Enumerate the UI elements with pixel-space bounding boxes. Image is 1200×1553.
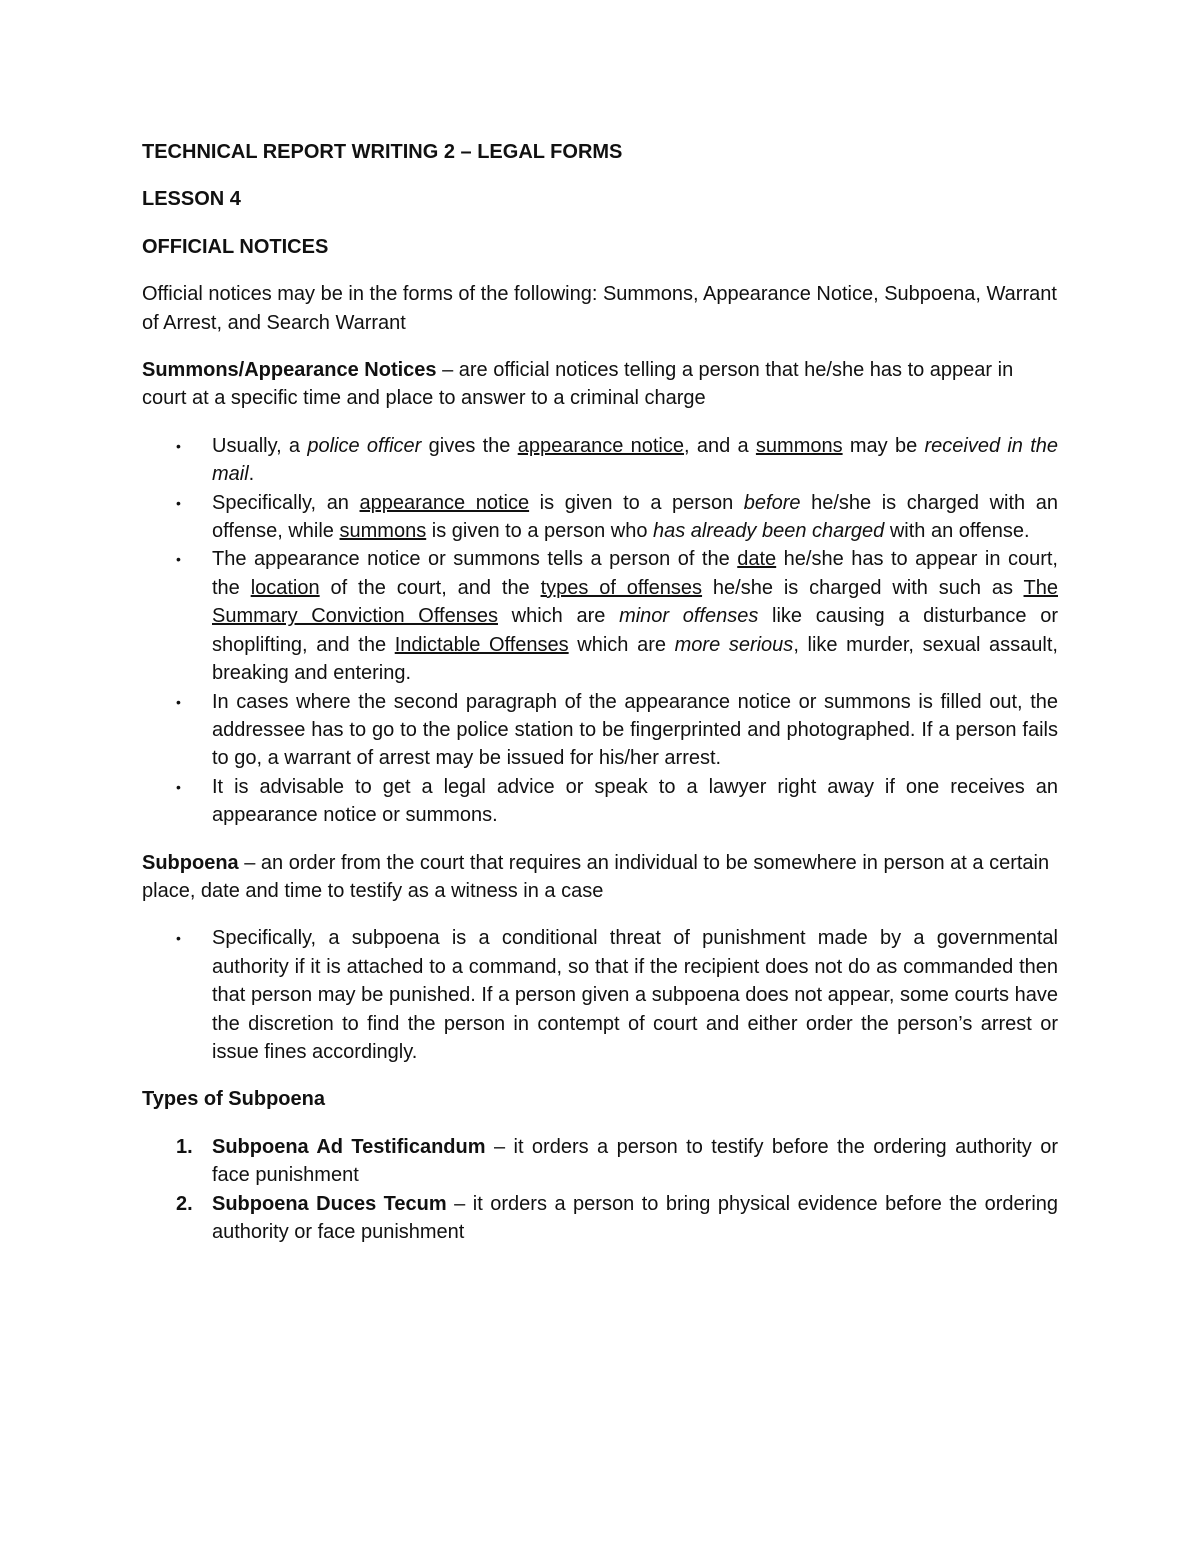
section-heading: OFFICIAL NOTICES [142,235,329,258]
text-run: In cases where the second paragraph of the appearance notice or summons is filled out, the addressee has to go to the police station to be fingerprinted and photographed. If a person fails to go, a warrant of arrest may be issued for his/her arrest. [212,690,1058,770]
underlined-text: appearance notice [359,491,530,514]
summons-definition [142,356,1058,413]
list-item [176,545,1058,687]
text-run: like causing a disturbance or shoplifting, and the [212,605,1058,656]
text-run: which are [497,605,620,628]
underlined-text: summons [339,520,427,543]
bullet-icon: • [176,437,181,454]
lesson-heading: LESSON 4 [142,188,241,211]
underlined-text: appearance notice [517,434,684,457]
text-run: which are [568,633,675,656]
text-run: It is advisable to get a legal advice or speak to a lawyer right away if one receives an appearance notice or summons. [212,775,1058,827]
text-run: . [248,463,255,486]
bullet-icon: • [176,494,181,511]
bullet-icon: • [176,693,181,710]
underlined-text: types of offenses [540,576,703,599]
item-number: 1. [176,1135,193,1158]
document-page [142,138,1058,1246]
type-text: – it orders a person to bring physical evidence before the ordering authority or face punishment [212,1192,1059,1243]
subpoena-definition [142,849,1058,906]
text-run: , and a [684,434,756,457]
italic-text: before [743,491,801,514]
summons-bullet-list [142,432,1058,830]
text-run: gives the [421,434,518,457]
list-item [176,773,1058,830]
list-item [176,432,1059,489]
text-run: may be [842,434,925,457]
subpoena-term: Subpoena [142,851,239,874]
list-item [176,1190,1059,1247]
text-run: is given to a person who [426,520,653,543]
text-run: he/she is charged with an offense, while [212,491,1058,543]
bullet-icon: • [176,551,181,568]
underlined-text: The Summary Conviction Offenses [212,576,1058,628]
bullet-icon: • [176,930,181,947]
italic-text: received in the mail [212,434,1059,486]
intro-paragraph: Official notices may be in the forms of the following: Summons, Appearance Notice, Subpoena, Warrant of Arrest, and Search Warrant [142,283,1057,334]
underlined-text: summons [755,434,843,457]
italic-text: more serious [674,633,794,656]
text-run: Specifically, an [212,491,360,514]
italic-text: has already been charged [653,520,885,543]
text-run: of the court, and the [319,576,541,599]
text-run: is given to a person [529,491,744,514]
text-run: with an offense. [884,520,1030,543]
types-heading: Types of Subpoena [142,1088,325,1111]
list-item [176,1133,1058,1190]
text-run: Specifically, a subpoena is a conditional threat of punishment made by a governmental authority if it is attached to a command, so that if the recipient does not do as commanded then that person may be punished. If a person given a subpoena does not appear, some courts have the discretion to find the person in contempt of court and either order the person’s arrest or issue fines accordingly. [212,927,1058,1063]
list-item [176,688,1058,773]
summons-definition-text: – are official notices telling a person that he/she has to appear in court at a specific time and place to answer to a criminal charge [142,359,1014,410]
type-term: Subpoena Duces Tecum [212,1192,447,1215]
underlined-text: date [737,548,777,571]
subpoena-types-list [142,1133,1058,1247]
list-item [176,924,1058,1066]
italic-text: police officer [307,434,422,457]
list-item [176,489,1058,546]
bullet-icon: • [176,778,181,795]
document-title: TECHNICAL REPORT WRITING 2 – LEGAL FORMS [142,141,623,163]
text-run: he/she has to appear in court, the [212,548,1058,599]
text-run: Usually, a [212,434,308,457]
text-run: , like murder, sexual assault, breaking and entering. [212,633,1058,685]
summons-term: Summons/Appearance Notices [142,359,437,382]
subpoena-bullet-list [142,924,1058,1066]
type-term: Subpoena Ad Testificandum [212,1135,486,1158]
italic-text: minor offenses [619,605,759,628]
underlined-text: location [250,576,320,599]
type-text: – it orders a person to testify before the ordering authority or face punishment [212,1135,1058,1187]
text-run: he/she is charged with such as [702,576,1024,599]
subpoena-definition-text: – an order from the court that requires an individual to be somewhere in person at a certain place, date and time to testify as a witness in a case [142,851,1050,902]
item-number: 2. [176,1192,193,1215]
text-run: The appearance notice or summons tells a person of the [212,548,738,571]
underlined-text: Indictable Offenses [394,633,569,656]
